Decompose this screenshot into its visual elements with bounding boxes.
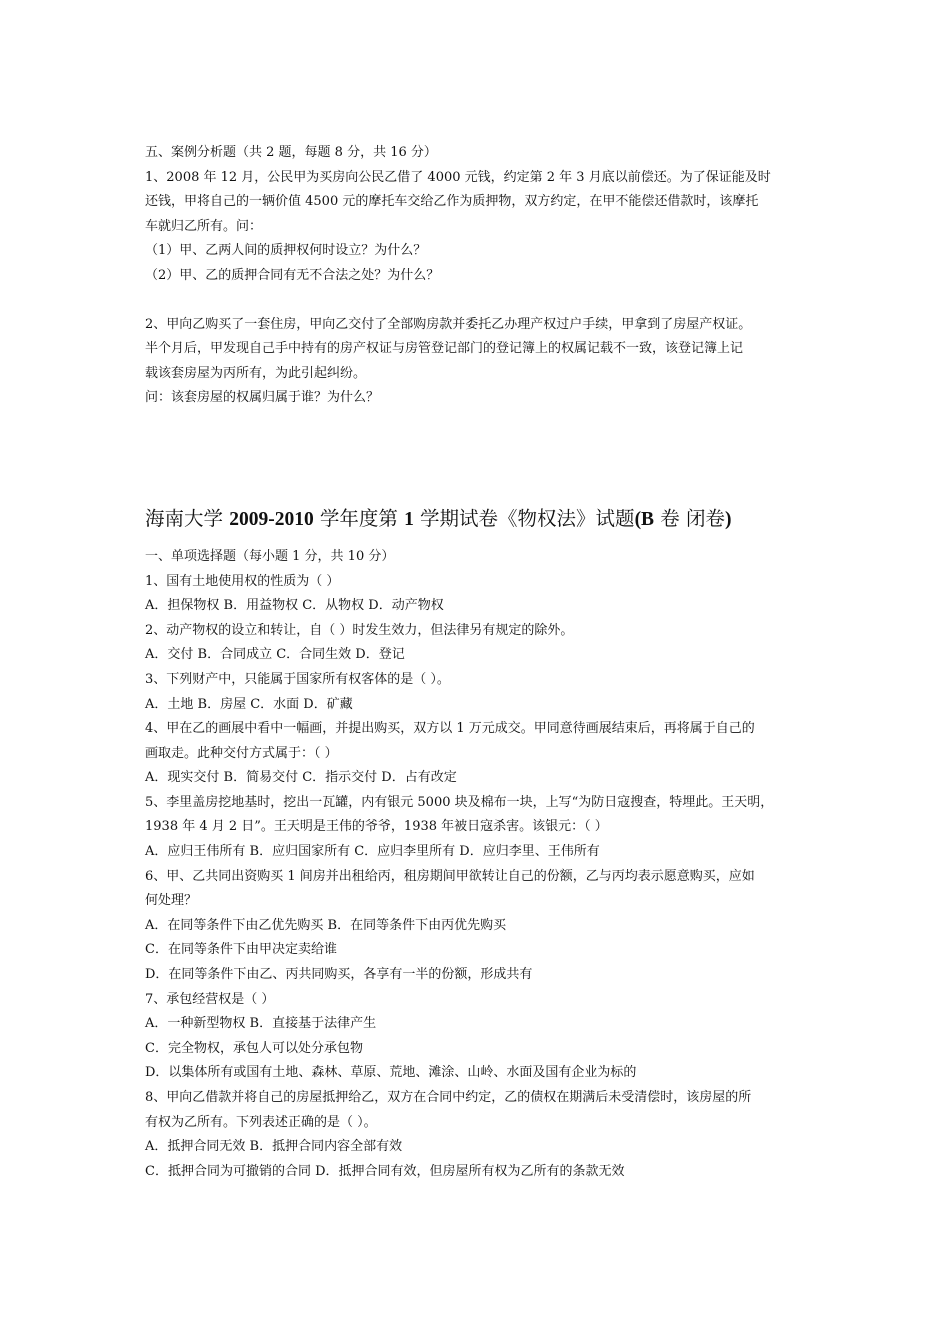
question-7-options-ab: A．一种新型物权 B．直接基于法律产生 (145, 1016, 377, 1032)
question-5-stem-1: 5、李里盖房挖地基时，挖出一瓦罐，内有银元 5000 块及棉布一块，上写“为防日寇搜查，特埋此。王天明， (145, 794, 774, 810)
question-6-stem-1: 6、甲、乙共同出资购买 1 间房并出租给丙，租房期间甲欲转让自己的份额，乙与丙均表示愿意购买，应如 (145, 868, 755, 884)
exam-title-close: ) (724, 508, 732, 530)
question-7-option-c: C．完全物权，承包人可以处分承包物 (145, 1040, 363, 1056)
question-4-options: A．现实交付 B．简易交付 C．指示交付 D．占有改定 (145, 770, 457, 786)
document-page (145, 141, 810, 1184)
case-1-question-1: （1）甲、乙两人间的质押权何时设立？为什么？ (145, 243, 427, 259)
question-7-stem: 7、承包经营权是（ ） (145, 991, 275, 1007)
question-2-options: A．交付 B．合同成立 C．合同生效 D．登记 (145, 647, 405, 663)
exam-title-part: 学年度第 (313, 506, 405, 530)
question-5-options: A．应归王伟所有 B．应归国家所有 C．应归李里所有 D．应归李里、王伟所有 (145, 844, 600, 860)
question-3-options: A．土地 B．房屋 C．水面 D．矿藏 (145, 696, 353, 712)
section-5-heading: 五、案例分析题（共 2 题，每题 8 分，共 16 分） (145, 145, 437, 160)
question-6-options-ab: A．在同等条件下由乙优先购买 B．在同等条件下由丙优先购买 (145, 917, 507, 933)
question-4-stem-2: 画取走。此种交付方式属于：（ ） (145, 745, 338, 761)
exam-title-term: 1 (404, 508, 414, 530)
exam-title-part: 学期试卷《物权法》试题 (413, 506, 635, 530)
case-1-line-3: 车就归乙所有。问： (145, 218, 263, 234)
case-1-line-1: 1、2008 年 12 月，公民甲为买房向公民乙借了 4000 元钱，约定第 2 年 3 月底以前偿还。为了保证能及时 (145, 169, 771, 185)
question-6-option-d: D．在同等条件下由乙、丙共同购买，各享有一半的份额，形成共有 (145, 967, 533, 983)
question-8-stem-1: 8、甲向乙借款并将自己的房屋抵押给乙，双方在合同中约定，乙的债权在期满后未受清偿时，该房屋的所 (145, 1090, 752, 1105)
exam-title-part: 海南大学 (145, 506, 230, 530)
question-4-stem-1: 4、甲在乙的画展中看中一幅画，并提出购买，双方以 1 万元成交。甲同意待画展结束后，再将属于自己的 (145, 721, 755, 737)
section-1-heading: 一、单项选择题（每小题 1 分，共 10 分） (145, 548, 395, 564)
case-1-question-2: （2）甲、乙的质押合同有无不合法之处？为什么？ (145, 267, 440, 283)
case-2-line-1: 2、甲向乙购买了一套住房，甲向乙交付了全部购房款并委托乙办理产权过户手续，甲拿到了房屋产权证。 (145, 316, 752, 332)
question-6-option-c: C．在同等条件下由甲决定卖给谁 (145, 942, 337, 958)
exam-title-year: 2009-2010 (229, 508, 314, 530)
case-1-line-2: 还钱，甲将自己的一辆价值 4500 元的摩托车交给乙作为质押物，双方约定，在甲不能偿还借款时，该摩托 (145, 194, 759, 210)
question-5-stem-2: 1938 年 4 月 2 日”。王天明是王伟的爷爷，1938 年被日寇杀害。该银元：（ ） (145, 819, 608, 835)
question-3-stem: 3、下列财产中，只能属于国家所有权客体的是（ ）。 (145, 671, 450, 687)
case-2-line-2: 半个月后，甲发现自己手中持有的房产权证与房管登记部门的登记簿上的权属记载不一致，该登记簿上记 (145, 341, 744, 357)
question-8-options-ab: A．抵押合同无效 B．抵押合同内容全部有效 (145, 1139, 403, 1155)
case-2-question: 问：该套房屋的权属归属于谁？为什么？ (145, 390, 380, 406)
spacer (145, 289, 810, 313)
case-2-line-3: 载该套房屋为丙所有，为此引起纠纷。 (145, 365, 367, 381)
question-7-option-d: D．以集体所有或国有土地、森林、草原、荒地、滩涂、山岭、水面及国有企业为标的 (145, 1065, 637, 1081)
spacer (145, 411, 810, 504)
question-1-options: A．担保物权 B．用益物权 C．从物权 D．动产物权 (145, 598, 444, 614)
question-8-stem-2: 有权为乙所有。下列表述正确的是（ ）。 (145, 1114, 377, 1130)
question-6-stem-2: 何处理？ (145, 893, 198, 909)
question-8-options-cd: C．抵押合同为可撤销的合同 D．抵押合同有效，但房屋所有权为乙所有的条款无效 (145, 1163, 625, 1179)
exam-title-part: 卷 闭卷 (654, 506, 725, 530)
question-2-stem: 2、动产物权的设立和转让，自（ ）时发生效力，但法律另有规定的除外。 (145, 622, 574, 638)
exam-title (145, 504, 810, 535)
exam-title-version: (B (634, 508, 655, 530)
question-1-stem: 1、国有土地使用权的性质为（ ） (145, 573, 340, 589)
